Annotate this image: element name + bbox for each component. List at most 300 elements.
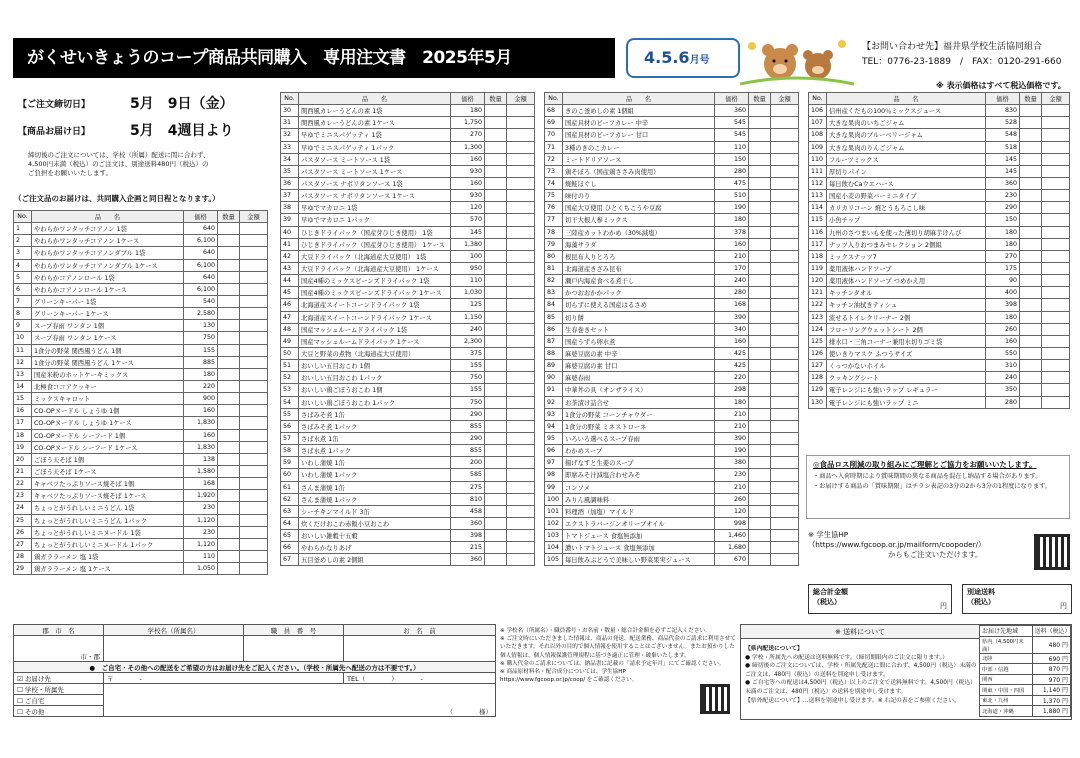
amount-input[interactable] [771, 226, 799, 238]
postal-field[interactable] [104, 673, 344, 684]
qty-input[interactable] [485, 129, 507, 141]
qty-input[interactable] [749, 469, 771, 481]
amount-input[interactable] [1042, 214, 1070, 226]
item-name: やわらかコアノンロール 1袋 [32, 271, 184, 283]
amount-input[interactable] [771, 554, 799, 566]
amount-input[interactable] [771, 287, 799, 299]
qty-input[interactable] [485, 457, 507, 469]
qty-input[interactable] [485, 505, 507, 517]
qty-input[interactable] [485, 408, 507, 420]
amount-input[interactable] [1042, 141, 1070, 153]
opt-row[interactable] [14, 706, 104, 717]
amount-input[interactable] [1042, 250, 1070, 262]
amount-input[interactable] [240, 380, 268, 392]
amount-input[interactable] [771, 335, 799, 347]
qty-input[interactable] [749, 153, 771, 165]
amount-input[interactable] [771, 408, 799, 420]
checkbox-icon[interactable]: ☐ [17, 707, 23, 716]
amount-input[interactable] [507, 469, 535, 481]
qty-input[interactable] [218, 514, 240, 526]
qty-input[interactable] [749, 311, 771, 323]
qty-input[interactable] [485, 214, 507, 226]
amount-input[interactable] [240, 478, 268, 490]
qty-input[interactable] [749, 372, 771, 384]
amount-input[interactable] [507, 226, 535, 238]
qty-input[interactable] [485, 117, 507, 129]
qty-input[interactable] [218, 441, 240, 453]
qty-input[interactable] [749, 530, 771, 542]
qty-input[interactable] [1020, 372, 1042, 384]
amount-input[interactable] [240, 429, 268, 441]
amount-input[interactable] [507, 542, 535, 554]
name-field[interactable] [344, 636, 496, 662]
amount-input[interactable] [771, 469, 799, 481]
qty-input[interactable] [749, 262, 771, 274]
item-name: おいしい雑穀十五穀 [299, 530, 451, 542]
amount-input[interactable] [771, 202, 799, 214]
qty-input[interactable] [1020, 262, 1042, 274]
amount-input[interactable] [507, 335, 535, 347]
qty-input[interactable] [218, 247, 240, 259]
amount-input[interactable] [507, 372, 535, 384]
amount-input[interactable] [771, 214, 799, 226]
amount-input[interactable] [771, 299, 799, 311]
amount-input[interactable] [771, 372, 799, 384]
qty-input[interactable] [1020, 238, 1042, 250]
amount-input[interactable] [1042, 165, 1070, 177]
qty-input[interactable] [749, 396, 771, 408]
amount-input[interactable] [507, 238, 535, 250]
qty-input[interactable] [1020, 117, 1042, 129]
qty-input[interactable] [1020, 129, 1042, 141]
qty-input[interactable] [749, 408, 771, 420]
amount-input[interactable] [507, 141, 535, 153]
staff-number-field[interactable] [244, 636, 344, 662]
amount-input[interactable] [240, 405, 268, 417]
qty-input[interactable] [749, 457, 771, 469]
qty-input[interactable] [485, 177, 507, 189]
qty-input[interactable] [749, 360, 771, 372]
qty-input[interactable] [485, 347, 507, 359]
amount-input[interactable] [507, 432, 535, 444]
qty-input[interactable] [485, 372, 507, 384]
qty-input[interactable] [749, 505, 771, 517]
qty-input[interactable] [749, 432, 771, 444]
qty-input[interactable] [485, 360, 507, 372]
qty-input[interactable] [1020, 165, 1042, 177]
qty-input[interactable] [749, 165, 771, 177]
qty-input[interactable] [1020, 299, 1042, 311]
opt-row[interactable] [14, 695, 104, 706]
qty-input[interactable] [749, 323, 771, 335]
amount-input[interactable] [507, 517, 535, 529]
amount-input[interactable] [240, 320, 268, 332]
amount-input[interactable] [1042, 190, 1070, 202]
qty-input[interactable] [485, 141, 507, 153]
qty-input[interactable] [1020, 177, 1042, 189]
amount-input[interactable] [507, 299, 535, 311]
amount-input[interactable] [507, 408, 535, 420]
qty-input[interactable] [1020, 214, 1042, 226]
qty-input[interactable] [1020, 202, 1042, 214]
qty-input[interactable] [218, 223, 240, 235]
amount-input[interactable] [240, 247, 268, 259]
qty-input[interactable] [1020, 190, 1042, 202]
amount-input[interactable] [771, 530, 799, 542]
amount-input[interactable] [507, 493, 535, 505]
qty-input[interactable] [218, 235, 240, 247]
qty-input[interactable] [218, 283, 240, 295]
amount-input[interactable] [507, 177, 535, 189]
qty-input[interactable] [485, 530, 507, 542]
item-no: 49 [281, 335, 299, 347]
amount-input[interactable] [771, 323, 799, 335]
qty-input[interactable] [1020, 335, 1042, 347]
qty-input[interactable] [749, 384, 771, 396]
amount-input[interactable] [771, 384, 799, 396]
qty-input[interactable] [749, 238, 771, 250]
amount-input[interactable] [507, 275, 535, 287]
qty-input[interactable] [749, 177, 771, 189]
amount-input[interactable] [507, 420, 535, 432]
qty-input[interactable] [218, 478, 240, 490]
qty-input[interactable] [218, 271, 240, 283]
qr-code-icon[interactable] [700, 684, 730, 714]
amount-input[interactable] [240, 235, 268, 247]
qty-input[interactable] [485, 275, 507, 287]
qty-input[interactable] [1020, 226, 1042, 238]
amount-input[interactable] [240, 259, 268, 271]
item-price: 220 [184, 380, 218, 392]
amount-input[interactable] [240, 538, 268, 550]
amount-input[interactable] [240, 393, 268, 405]
qty-input[interactable] [749, 105, 771, 117]
qty-input[interactable] [485, 542, 507, 554]
amount-input[interactable] [1042, 226, 1070, 238]
amount-input[interactable] [1042, 311, 1070, 323]
amount-input[interactable] [240, 550, 268, 562]
amount-input[interactable] [1042, 153, 1070, 165]
amount-input[interactable] [1042, 177, 1070, 189]
amount-input[interactable] [1042, 117, 1070, 129]
qty-input[interactable] [218, 356, 240, 368]
qty-input[interactable] [485, 153, 507, 165]
qty-input[interactable] [1020, 323, 1042, 335]
amount-input[interactable] [507, 360, 535, 372]
school-field[interactable] [104, 636, 244, 662]
qty-input[interactable] [1020, 311, 1042, 323]
item-price: 155 [184, 344, 218, 356]
amount-input[interactable] [1042, 299, 1070, 311]
amount-input[interactable] [507, 384, 535, 396]
amount-input[interactable] [771, 153, 799, 165]
qty-input[interactable] [218, 295, 240, 307]
qty-input[interactable] [1020, 360, 1042, 372]
opt-row[interactable] [14, 673, 104, 684]
amount-input[interactable] [240, 514, 268, 526]
qty-input[interactable] [485, 250, 507, 262]
amount-input[interactable] [240, 356, 268, 368]
qty-input[interactable] [218, 405, 240, 417]
item-table-4 [808, 92, 1070, 409]
checkbox-icon[interactable]: ☐ [17, 685, 23, 694]
qty-input[interactable] [749, 554, 771, 566]
amount-input[interactable] [240, 502, 268, 514]
table-row [281, 250, 535, 262]
amount-input[interactable] [507, 323, 535, 335]
total-amount-box[interactable] [808, 584, 952, 614]
amount-input[interactable] [240, 465, 268, 477]
amount-input[interactable] [771, 493, 799, 505]
shipping-fee-box[interactable] [962, 584, 1072, 614]
amount-input[interactable] [771, 177, 799, 189]
amount-input[interactable] [507, 129, 535, 141]
amount-input[interactable] [771, 190, 799, 202]
qty-input[interactable] [218, 453, 240, 465]
qty-input[interactable] [1020, 396, 1042, 408]
amount-input[interactable] [1042, 347, 1070, 359]
checkbox-checked-icon[interactable]: ☑ [17, 674, 23, 683]
amount-input[interactable] [240, 295, 268, 307]
amount-input[interactable] [507, 287, 535, 299]
amount-input[interactable] [240, 563, 268, 575]
amount-input[interactable] [1042, 275, 1070, 287]
qty-input[interactable] [749, 347, 771, 359]
amount-input[interactable] [771, 360, 799, 372]
address-field[interactable] [104, 684, 496, 717]
amount-input[interactable] [771, 481, 799, 493]
qty-input[interactable] [218, 308, 240, 320]
qty-input[interactable] [218, 465, 240, 477]
amount-input[interactable] [1042, 105, 1070, 117]
city-field[interactable] [14, 636, 104, 662]
qty-input[interactable] [485, 493, 507, 505]
item-no: 5 [14, 271, 32, 283]
qty-input[interactable] [749, 190, 771, 202]
amount-input[interactable] [771, 517, 799, 529]
qty-input[interactable] [485, 287, 507, 299]
qty-input[interactable] [749, 214, 771, 226]
privacy-line[interactable]: https://www.fgcoop.or.jp/coop/ をご確認ください。 [500, 677, 638, 684]
amount-input[interactable] [507, 105, 535, 117]
amount-input[interactable] [771, 250, 799, 262]
amount-input[interactable] [507, 262, 535, 274]
amount-input[interactable] [507, 250, 535, 262]
qty-input[interactable] [749, 420, 771, 432]
amount-input[interactable] [1042, 238, 1070, 250]
amount-input[interactable] [240, 223, 268, 235]
amount-input[interactable] [240, 271, 268, 283]
amount-input[interactable] [1042, 129, 1070, 141]
amount-input[interactable] [507, 190, 535, 202]
amount-input[interactable] [1042, 360, 1070, 372]
qty-input[interactable] [218, 259, 240, 271]
amount-input[interactable] [771, 457, 799, 469]
qty-input[interactable] [749, 141, 771, 153]
qty-input[interactable] [485, 445, 507, 457]
qty-input[interactable] [485, 311, 507, 323]
qty-input[interactable] [218, 368, 240, 380]
amount-input[interactable] [240, 332, 268, 344]
qty-input[interactable] [218, 490, 240, 502]
qty-input[interactable] [485, 517, 507, 529]
amount-input[interactable] [771, 165, 799, 177]
qty-input[interactable] [218, 550, 240, 562]
qty-input[interactable] [218, 526, 240, 538]
amount-input[interactable] [507, 396, 535, 408]
option-label: その他 [24, 707, 45, 716]
amount-input[interactable] [240, 441, 268, 453]
qty-input[interactable] [485, 323, 507, 335]
qty-input[interactable] [749, 202, 771, 214]
amount-input[interactable] [507, 505, 535, 517]
item-price: 240 [986, 372, 1020, 384]
amount-input[interactable] [771, 542, 799, 554]
qty-input[interactable] [218, 380, 240, 392]
qty-input[interactable] [218, 393, 240, 405]
qty-input[interactable] [218, 320, 240, 332]
qty-input[interactable] [749, 517, 771, 529]
amount-input[interactable] [507, 347, 535, 359]
qty-input[interactable] [749, 117, 771, 129]
opt-row[interactable] [14, 684, 104, 695]
amount-input[interactable] [771, 432, 799, 444]
amount-input[interactable] [240, 453, 268, 465]
amount-input[interactable] [507, 554, 535, 566]
qty-input[interactable] [749, 129, 771, 141]
amount-input[interactable] [771, 347, 799, 359]
qty-input[interactable] [218, 332, 240, 344]
qty-input[interactable] [485, 554, 507, 566]
amount-input[interactable] [240, 490, 268, 502]
amount-input[interactable] [507, 311, 535, 323]
qty-input[interactable] [485, 238, 507, 250]
amount-input[interactable] [1042, 384, 1070, 396]
qty-input[interactable] [749, 493, 771, 505]
qty-input[interactable] [749, 481, 771, 493]
amount-input[interactable] [771, 396, 799, 408]
amount-input[interactable] [507, 153, 535, 165]
qty-input[interactable] [485, 432, 507, 444]
qty-input[interactable] [749, 275, 771, 287]
item-name: 焼鮭ほぐし [563, 177, 715, 189]
qty-input[interactable] [485, 469, 507, 481]
amount-input[interactable] [771, 238, 799, 250]
qty-input[interactable] [485, 299, 507, 311]
qty-input[interactable] [1020, 105, 1042, 117]
qty-input[interactable] [1020, 153, 1042, 165]
amount-input[interactable] [1042, 323, 1070, 335]
qty-input[interactable] [1020, 384, 1042, 396]
qty-input[interactable] [485, 335, 507, 347]
amount-input[interactable] [507, 202, 535, 214]
qty-input[interactable] [485, 396, 507, 408]
amount-input[interactable] [771, 262, 799, 274]
amount-input[interactable] [771, 420, 799, 432]
qty-input[interactable] [749, 335, 771, 347]
qty-input[interactable] [485, 165, 507, 177]
amount-input[interactable] [1042, 372, 1070, 384]
qty-input[interactable] [218, 344, 240, 356]
table-row [14, 332, 268, 344]
amount-input[interactable] [507, 165, 535, 177]
amount-input[interactable] [507, 530, 535, 542]
qty-input[interactable] [218, 502, 240, 514]
amount-input[interactable] [240, 368, 268, 380]
amount-input[interactable] [507, 457, 535, 469]
amount-input[interactable] [771, 445, 799, 457]
item-name: ナッツ入りおつまみセレクション 2個組 [827, 238, 986, 250]
qty-input[interactable] [749, 445, 771, 457]
amount-input[interactable] [1042, 202, 1070, 214]
item-no: 68 [545, 105, 563, 117]
amount-input[interactable] [240, 283, 268, 295]
amount-input[interactable] [771, 129, 799, 141]
item-name: 根昆布入りとろろ [563, 250, 715, 262]
qty-input[interactable] [485, 226, 507, 238]
tel-field[interactable] [344, 673, 496, 684]
amount-input[interactable] [771, 505, 799, 517]
checkbox-icon[interactable]: ☐ [17, 696, 23, 705]
qty-input[interactable] [485, 105, 507, 117]
qty-input[interactable] [485, 384, 507, 396]
amount-input[interactable] [1042, 262, 1070, 274]
amount-input[interactable] [507, 481, 535, 493]
qty-input[interactable] [485, 262, 507, 274]
amount-input[interactable] [771, 105, 799, 117]
qty-input[interactable] [485, 481, 507, 493]
amount-input[interactable] [240, 308, 268, 320]
amount-input[interactable] [771, 311, 799, 323]
item-no: 67 [281, 554, 299, 566]
qty-input[interactable] [749, 542, 771, 554]
qty-input[interactable] [749, 287, 771, 299]
qty-input[interactable] [1020, 250, 1042, 262]
qty-input[interactable] [1020, 347, 1042, 359]
qty-input[interactable] [1020, 275, 1042, 287]
amount-input[interactable] [240, 526, 268, 538]
amount-input[interactable] [507, 445, 535, 457]
amount-input[interactable] [507, 214, 535, 226]
qr-code-icon[interactable] [1034, 534, 1070, 570]
item-price: 930 [451, 190, 485, 202]
amount-input[interactable] [1042, 335, 1070, 347]
qty-input[interactable] [485, 190, 507, 202]
table-row [545, 165, 799, 177]
amount-input[interactable] [240, 344, 268, 356]
amount-input[interactable] [507, 117, 535, 129]
qty-input[interactable] [485, 420, 507, 432]
qty-input[interactable] [218, 429, 240, 441]
qty-input[interactable] [749, 226, 771, 238]
hp-url[interactable]: （https://www.fgcoop.or.jp/mailform/coopoder/） [808, 540, 986, 549]
qty-input[interactable] [749, 250, 771, 262]
qty-input[interactable] [749, 299, 771, 311]
qty-input[interactable] [218, 563, 240, 575]
amount-input[interactable] [1042, 396, 1070, 408]
qty-input[interactable] [218, 417, 240, 429]
qty-input[interactable] [218, 538, 240, 550]
amount-input[interactable] [771, 117, 799, 129]
qty-input[interactable] [485, 202, 507, 214]
item-price: 1,460 [715, 530, 749, 542]
qty-input[interactable] [1020, 141, 1042, 153]
qty-input[interactable] [1020, 287, 1042, 299]
amount-input[interactable] [240, 417, 268, 429]
amount-input[interactable] [771, 275, 799, 287]
amount-input[interactable] [1042, 287, 1070, 299]
amount-input[interactable] [771, 141, 799, 153]
